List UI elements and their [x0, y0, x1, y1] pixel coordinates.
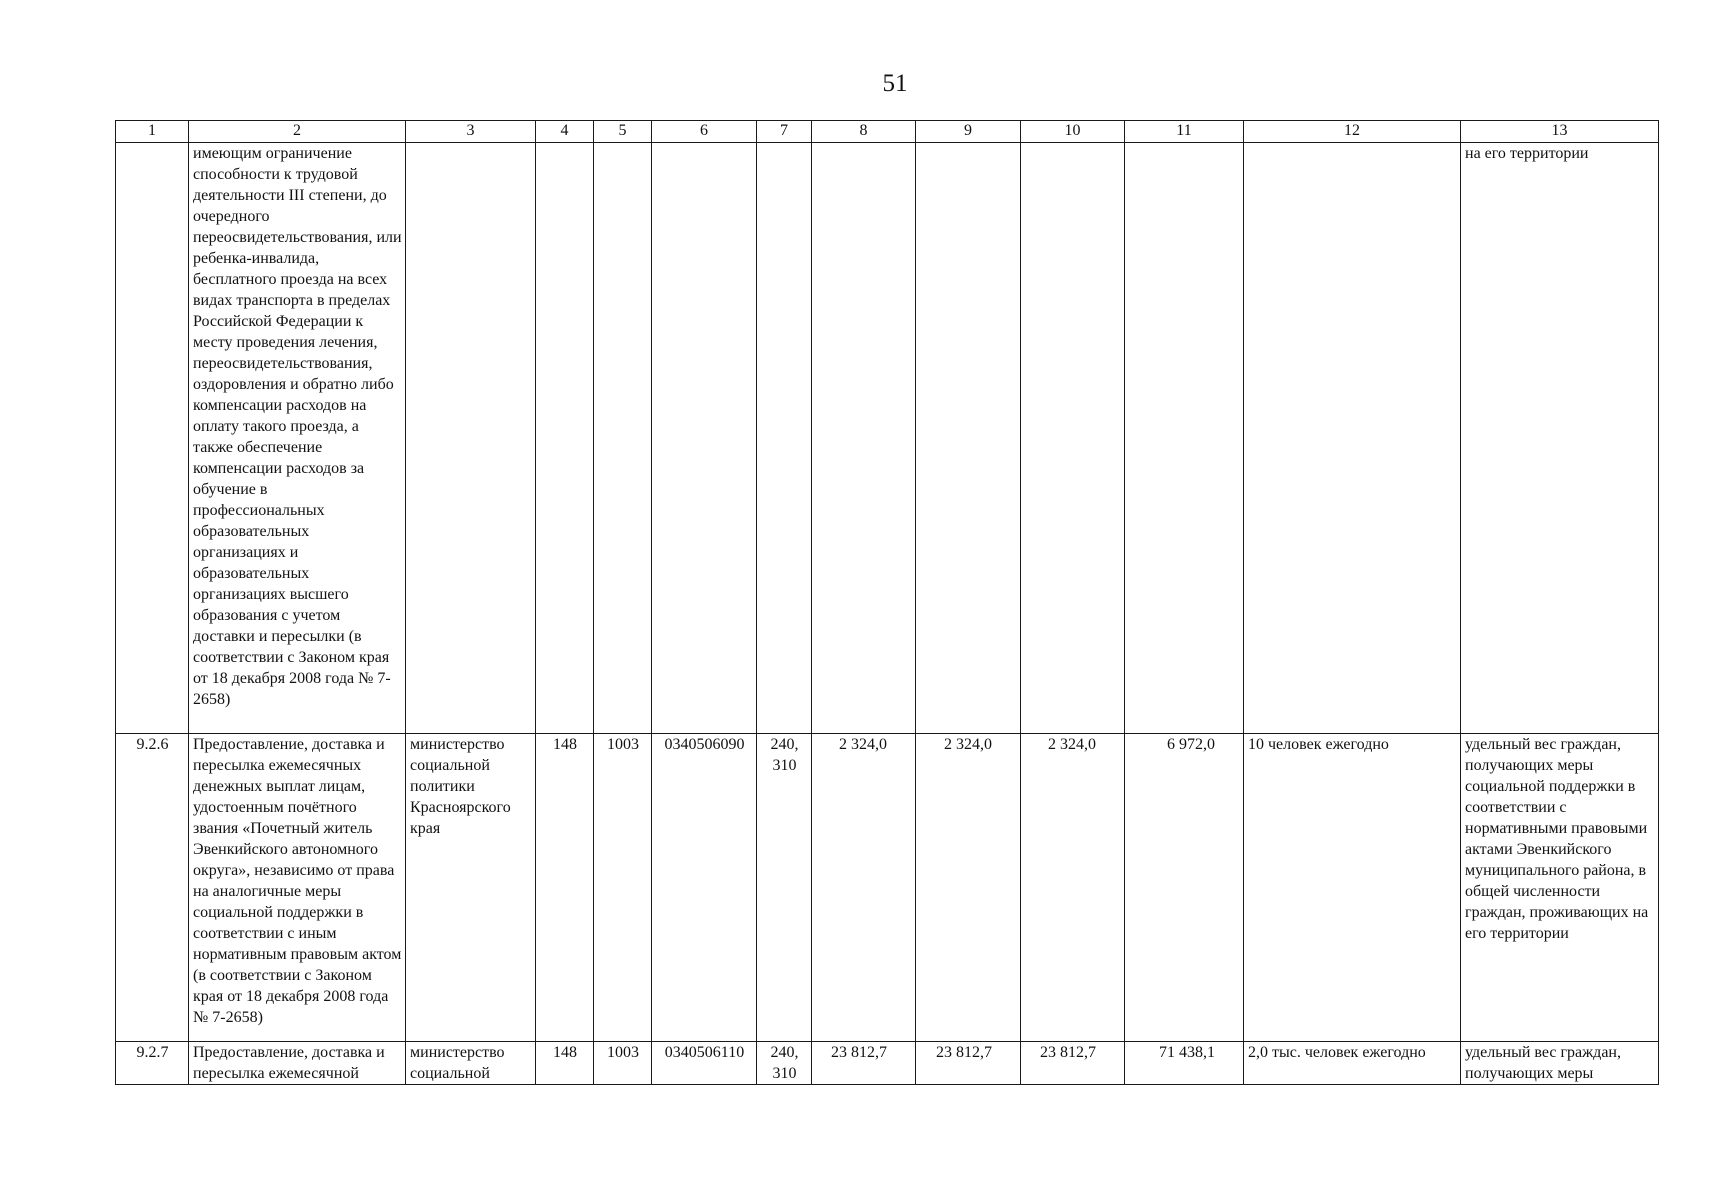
column-header: 1 [116, 121, 189, 143]
column-header: 4 [536, 121, 594, 143]
amount-year-1: 2 324,0 [812, 734, 916, 1042]
section-code: 1003 [594, 1042, 652, 1085]
table-row [116, 734, 1659, 1042]
column-header: 2 [189, 121, 406, 143]
column-header: 10 [1021, 121, 1125, 143]
executor: министерство социальной [406, 1042, 536, 1085]
column-header: 8 [812, 121, 916, 143]
indicator: удельный вес граждан, получающих меры [1461, 1042, 1659, 1085]
measure-description: Предоставление, доставка и пересылка ежемесячной [189, 1042, 406, 1085]
executor [406, 143, 536, 734]
table-row [116, 143, 1659, 734]
target-code: 0340506090 [652, 734, 757, 1042]
expense-type: 240, 310 [757, 734, 812, 1042]
row-id: 9.2.6 [116, 734, 189, 1042]
amount-total: 6 972,0 [1125, 734, 1244, 1042]
measure-description: имеющим ограничение способности к трудовой деятельности III степени, до очередного переосвидетельствования, или ребенка-инвалида, бесплатного проезда на всех видах транспорта в пределах Российской Федерации к месту проведения лечения, переосвидетельствования, оздоровления и обратно либо компенсации расходов на оплату такого проезда, а также обеспечение компенсации расходов за обучение в профессиональных образовательных организациях и образовательных организациях высшего образования с учетом доставки и пересылки (в соответствии с Законом края от 18 декабря 2008 года № 7-2658) [189, 143, 406, 734]
column-header: 9 [916, 121, 1021, 143]
column-header: 3 [406, 121, 536, 143]
amount-total [1125, 143, 1244, 734]
expected-result: 10 человек ежегодно [1244, 734, 1461, 1042]
measures-table [115, 120, 1659, 1085]
row-id: 9.2.7 [116, 1042, 189, 1085]
expected-result [1244, 143, 1461, 734]
grbs-code: 148 [536, 1042, 594, 1085]
amount-year-1: 23 812,7 [812, 1042, 916, 1085]
column-header: 11 [1125, 121, 1244, 143]
target-code: 0340506110 [652, 1042, 757, 1085]
amount-year-2: 23 812,7 [916, 1042, 1021, 1085]
indicator: удельный вес граждан, получающих меры социальной поддержки в соответствии с нормативными правовыми актами Эвенкийского муниципального района, в общей численности граждан, проживающих на его территории [1461, 734, 1659, 1042]
amount-year-3: 23 812,7 [1021, 1042, 1125, 1085]
executor: министерство социальной политики Красноярского края [406, 734, 536, 1042]
expense-type [757, 143, 812, 734]
column-header: 6 [652, 121, 757, 143]
amount-year-2 [916, 143, 1021, 734]
section-code [594, 143, 652, 734]
section-code: 1003 [594, 734, 652, 1042]
column-header: 5 [594, 121, 652, 143]
indicator: на его территории [1461, 143, 1659, 734]
row-id [116, 143, 189, 734]
amount-total: 71 438,1 [1125, 1042, 1244, 1085]
expected-result: 2,0 тыс. человек ежегодно [1244, 1042, 1461, 1085]
grbs-code: 148 [536, 734, 594, 1042]
expense-type: 240, 310 [757, 1042, 812, 1085]
page-number: 51 [882, 70, 908, 97]
amount-year-3 [1021, 143, 1125, 734]
measure-description: Предоставление, доставка и пересылка ежемесячных денежных выплат лицам, удостоенным почётного звания «Почетный житель Эвенкийского автономного округа», независимо от права на аналогичные меры социальной поддержки в соответствии с иным нормативным правовым актом (в соответствии с Законом края от 18 декабря 2008 года № 7-2658) [189, 734, 406, 1042]
column-header: 7 [757, 121, 812, 143]
amount-year-1 [812, 143, 916, 734]
target-code [652, 143, 757, 734]
column-number-row [116, 121, 1659, 143]
table-row [116, 1042, 1659, 1085]
column-header: 13 [1461, 121, 1659, 143]
amount-year-2: 2 324,0 [916, 734, 1021, 1042]
grbs-code [536, 143, 594, 734]
column-header: 12 [1244, 121, 1461, 143]
amount-year-3: 2 324,0 [1021, 734, 1125, 1042]
